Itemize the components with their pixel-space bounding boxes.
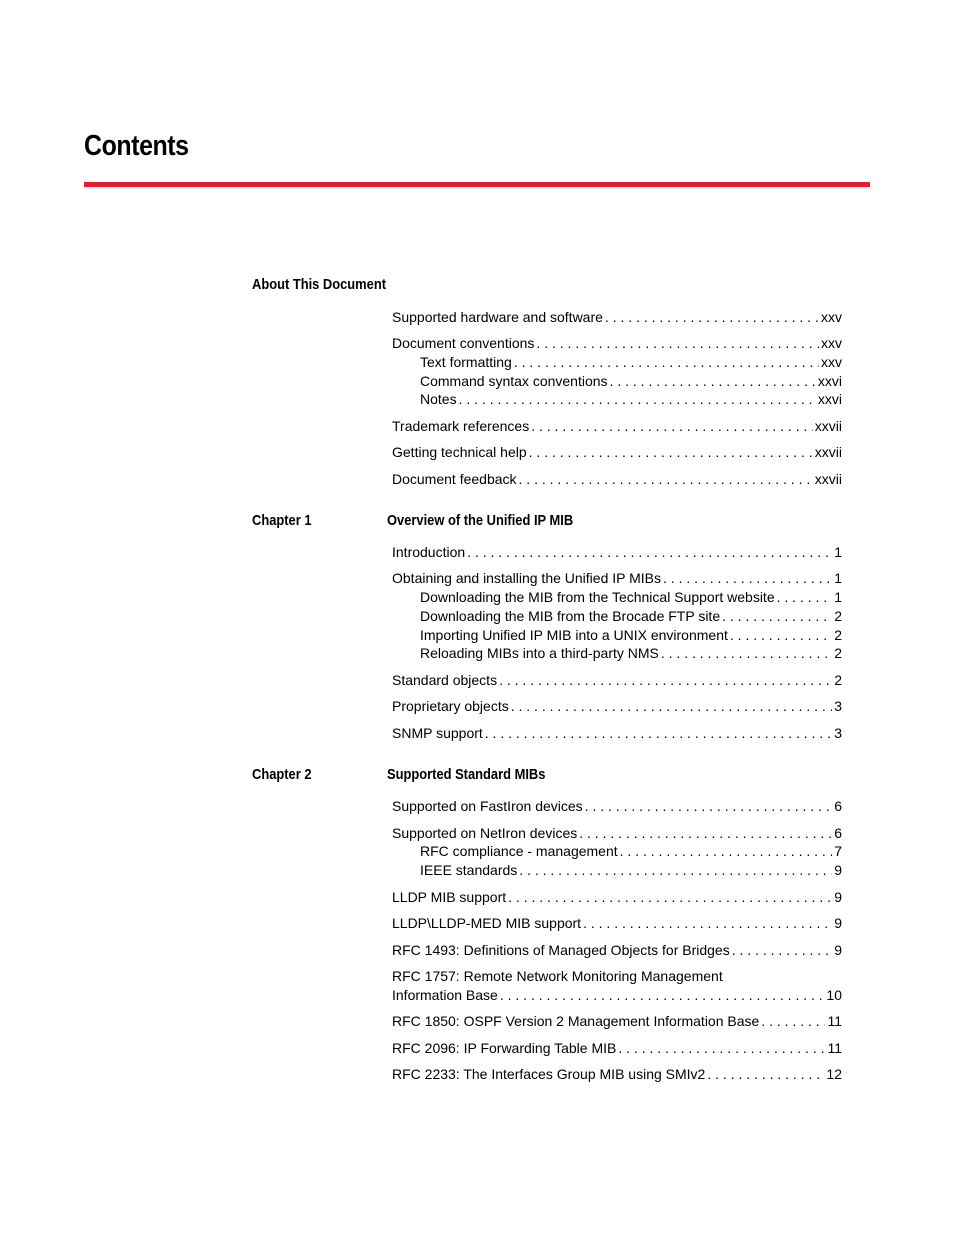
- toc-entry-text: RFC 2096: IP Forwarding Table MIB: [392, 1040, 617, 1056]
- toc-entry[interactable]: [392, 1066, 842, 1083]
- toc-entry-line[interactable]: RFC 1757: Remote Network Monitoring Management: [392, 968, 723, 984]
- toc-page-number: 6: [834, 825, 842, 841]
- toc-page-number: 10: [826, 987, 842, 1003]
- toc-entry[interactable]: [392, 471, 842, 488]
- toc-entry-text: Supported hardware and software: [392, 309, 603, 325]
- dot-leader: [777, 589, 833, 606]
- toc-page-number: 2: [834, 672, 842, 688]
- dot-leader: [610, 373, 816, 390]
- toc-entry[interactable]: [392, 1013, 842, 1030]
- toc-entry[interactable]: [392, 1040, 842, 1057]
- toc-entry[interactable]: [420, 391, 842, 408]
- toc-entry-text: Document feedback: [392, 471, 517, 487]
- toc-entry-text: Obtaining and installing the Unified IP MIBs: [392, 570, 662, 586]
- toc-page-number: xxvii: [814, 418, 842, 434]
- toc-entry[interactable]: [420, 645, 842, 662]
- dot-leader: [485, 725, 832, 742]
- chapter-label: Chapter 1: [252, 512, 312, 529]
- toc-entry[interactable]: [420, 627, 842, 644]
- toc-entry-text: Introduction: [392, 544, 466, 560]
- toc-page-number: xxv: [821, 309, 842, 325]
- toc-entry-text: RFC compliance - management: [420, 843, 618, 859]
- toc-page-number: 1: [834, 570, 842, 586]
- dot-leader: [519, 471, 813, 488]
- toc-entry[interactable]: [392, 418, 842, 435]
- toc-entry[interactable]: [392, 725, 842, 742]
- toc-page-number: 1: [834, 589, 842, 605]
- toc-entry-text: Reloading MIBs into a third-party NMS: [420, 645, 659, 661]
- dot-leader: [529, 444, 813, 461]
- dot-leader: [511, 698, 832, 715]
- toc-page-number: 9: [834, 862, 842, 878]
- toc-entry-text: Importing Unified IP MIB into a UNIX environment: [420, 627, 728, 643]
- toc-page-number: xxvi: [817, 373, 842, 389]
- toc-entry[interactable]: [392, 915, 842, 932]
- toc-entry[interactable]: [420, 608, 842, 625]
- toc-entry-text: Standard objects: [392, 672, 498, 688]
- toc-entry-text: Document conventions: [392, 335, 535, 351]
- chapter-title[interactable]: Supported Standard MIBs: [387, 766, 546, 783]
- dot-leader: [730, 627, 832, 644]
- toc-page-number: xxv: [821, 354, 842, 370]
- toc-page-number: xxvi: [817, 391, 842, 407]
- toc-entry[interactable]: [420, 843, 842, 860]
- dot-leader: [761, 1013, 825, 1030]
- dot-leader: [514, 354, 819, 371]
- toc-entry-text: Downloading the MIB from the Technical Support website: [420, 589, 775, 605]
- toc-page-number: xxv: [821, 335, 842, 351]
- toc-entry-text: RFC 1493: Definitions of Managed Objects for Bridges: [392, 942, 730, 958]
- toc-entry[interactable]: [392, 825, 842, 842]
- dot-leader: [459, 391, 816, 408]
- toc-page-number: 9: [834, 915, 842, 931]
- toc-entry-text: IEEE standards: [420, 862, 518, 878]
- dot-leader: [618, 1040, 825, 1057]
- section-heading-about: About This Document: [252, 276, 387, 293]
- toc-entry[interactable]: [392, 444, 842, 461]
- toc-entry-text: Supported on NetIron devices: [392, 825, 578, 841]
- toc-entry[interactable]: [392, 942, 842, 959]
- toc-entry[interactable]: [392, 672, 842, 689]
- page-title: Contents: [84, 130, 189, 162]
- toc-page-number: 2: [834, 645, 842, 661]
- toc-entry-text: Notes: [420, 391, 457, 407]
- dot-leader: [620, 843, 833, 860]
- toc-page-number: 9: [834, 889, 842, 905]
- dot-leader: [579, 825, 832, 842]
- toc-entry[interactable]: [420, 373, 842, 390]
- toc-entry[interactable]: [420, 862, 842, 879]
- dot-leader: [531, 418, 813, 435]
- dot-leader: [519, 862, 832, 879]
- dot-leader: [583, 915, 832, 932]
- toc-page-number: 2: [834, 627, 842, 643]
- toc-entry-text: Getting technical help: [392, 444, 527, 460]
- toc-entry-text: Text formatting: [420, 354, 512, 370]
- dot-leader: [585, 798, 833, 815]
- toc-page-number: 3: [834, 698, 842, 714]
- toc-entry[interactable]: [392, 798, 842, 815]
- toc-entry-text: RFC 2233: The Interfaces Group MIB using SMIv2: [392, 1066, 706, 1082]
- toc-entry[interactable]: [392, 570, 842, 587]
- toc-entry-text: SNMP support: [392, 725, 483, 741]
- toc-entry[interactable]: [392, 889, 842, 906]
- toc-entry[interactable]: [392, 309, 842, 326]
- toc-entry-text: Information Base: [392, 987, 498, 1003]
- toc-page-number: xxvii: [814, 471, 842, 487]
- dot-leader: [536, 335, 819, 352]
- dot-leader: [722, 608, 832, 625]
- toc-page-number: 1: [834, 544, 842, 560]
- dot-leader: [499, 672, 832, 689]
- toc-entry-text: Proprietary objects: [392, 698, 509, 714]
- toc-entry-text: LLDP MIB support: [392, 889, 507, 905]
- toc-entry-text: Trademark references: [392, 418, 530, 434]
- dot-leader: [467, 544, 832, 561]
- toc-entry[interactable]: [420, 354, 842, 371]
- chapter-title[interactable]: Overview of the Unified IP MIB: [387, 512, 574, 529]
- title-rule: [84, 182, 870, 187]
- toc-page-number: 2: [834, 608, 842, 624]
- dot-leader: [707, 1066, 824, 1083]
- dot-leader: [663, 570, 832, 587]
- toc-page-number: 12: [826, 1066, 842, 1082]
- dot-leader: [508, 889, 832, 906]
- toc-entry-text: Command syntax conventions: [420, 373, 608, 389]
- dot-leader: [661, 645, 832, 662]
- toc-entry-text: Downloading the MIB from the Brocade FTP site: [420, 608, 721, 624]
- toc-page-number: 6: [834, 798, 842, 814]
- toc-page-number: 7: [834, 843, 842, 859]
- toc-entry[interactable]: [392, 987, 842, 1004]
- dot-leader: [500, 987, 825, 1004]
- dot-leader: [605, 309, 819, 326]
- dot-leader: [732, 942, 832, 959]
- toc-entry[interactable]: [392, 698, 842, 715]
- toc-entry[interactable]: [420, 589, 842, 606]
- toc-page-number: xxvii: [814, 444, 842, 460]
- toc-page-number: 9: [834, 942, 842, 958]
- toc-entry[interactable]: [392, 544, 842, 561]
- toc-entry-text: LLDP\LLDP-MED MIB support: [392, 915, 582, 931]
- toc-entry-text: Supported on FastIron devices: [392, 798, 583, 814]
- toc-page-number: 11: [827, 1013, 842, 1029]
- toc-page-number: 11: [827, 1040, 842, 1056]
- toc-entry[interactable]: [392, 335, 842, 352]
- chapter-label: Chapter 2: [252, 766, 312, 783]
- toc-entry-text: RFC 1850: OSPF Version 2 Management Information Base: [392, 1013, 760, 1029]
- toc-page-number: 3: [834, 725, 842, 741]
